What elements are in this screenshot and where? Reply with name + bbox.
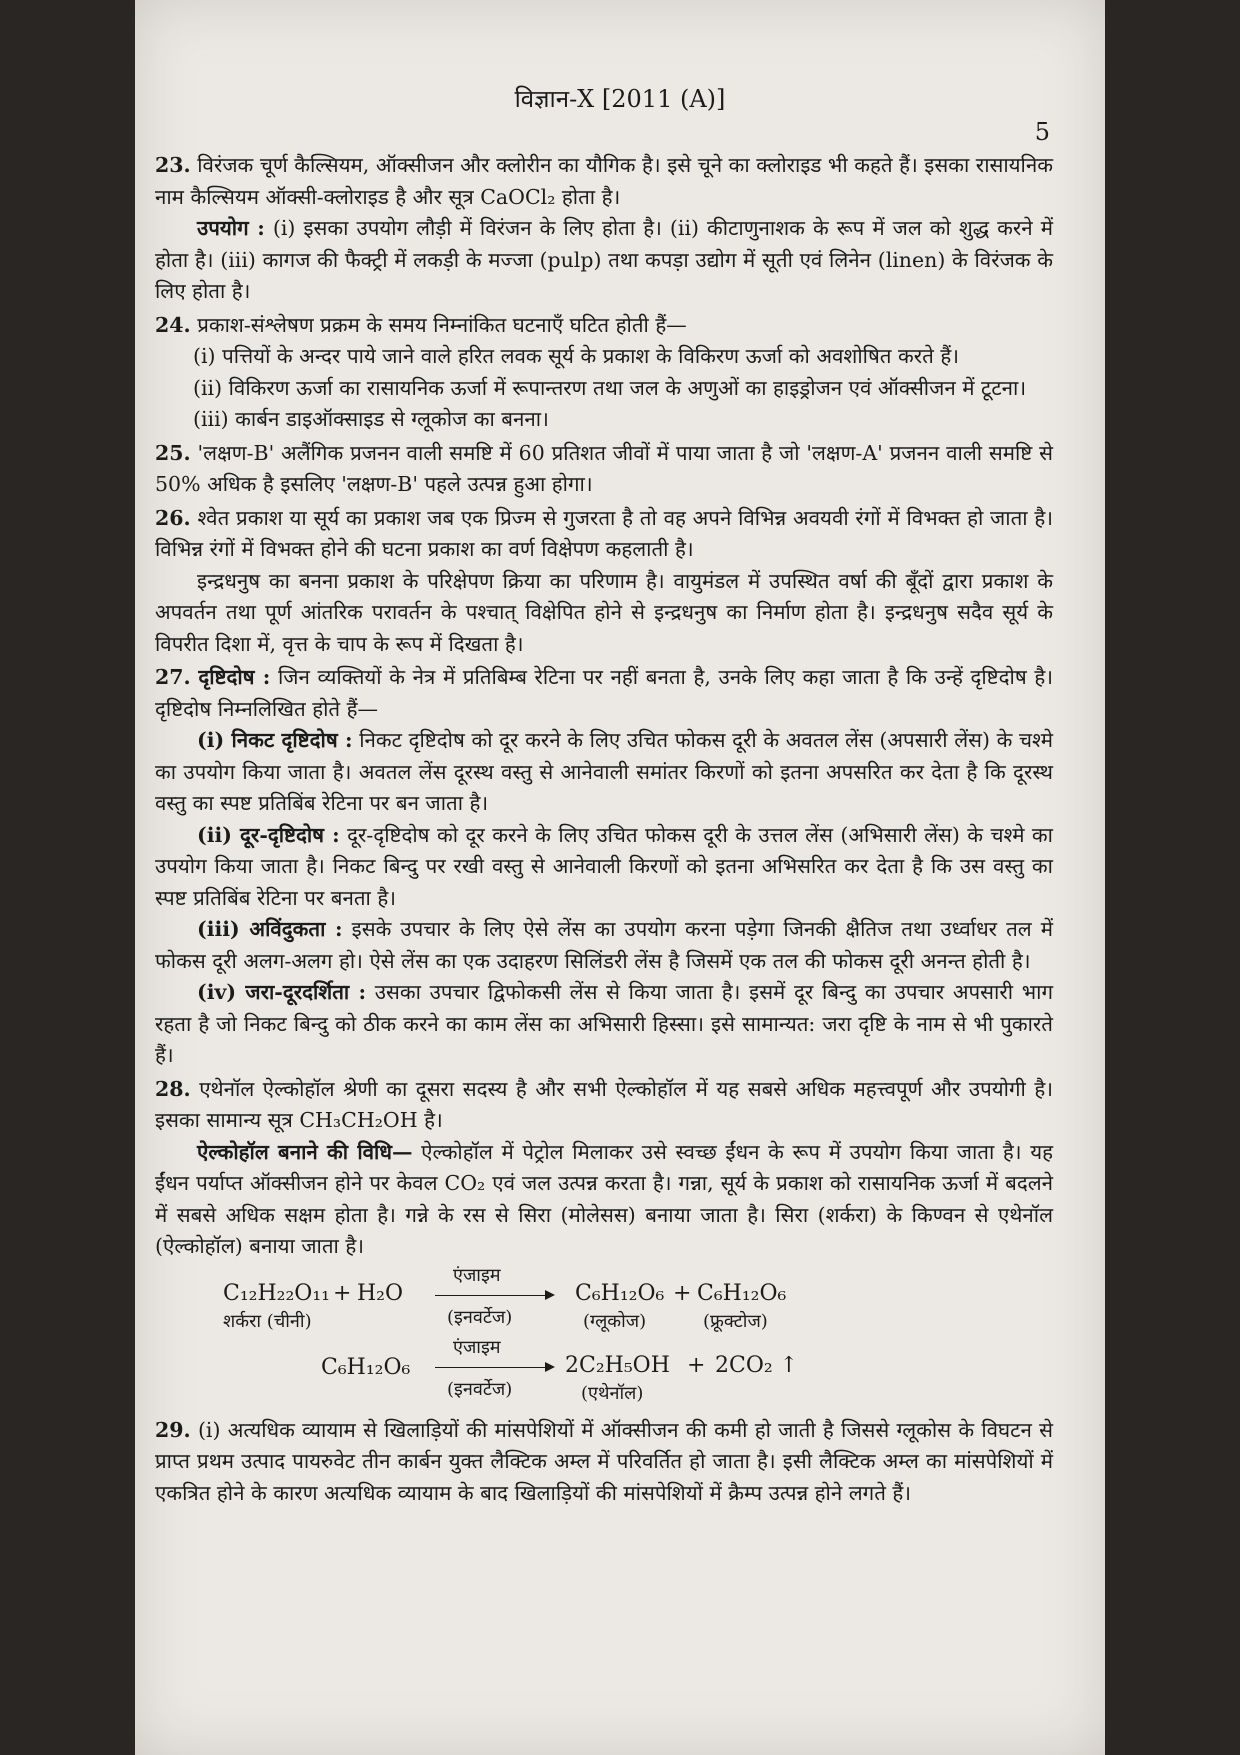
answer-26 xyxy=(135,503,1105,566)
question-number: 25. xyxy=(155,440,191,465)
answer-28-method xyxy=(135,1137,1105,1263)
answer-25 xyxy=(135,438,1105,501)
answer-text: जिन व्यक्तियों के नेत्र में प्रतिबिम्ब रेटिना पर नहीं बनता है, उनके लिए कहा जाता है कि उन्हें दृष्टिदोष है। दृष्टिदोष निम्नलिखित होते हैं— xyxy=(155,665,1053,721)
answer-27 xyxy=(135,662,1105,725)
answer-text: (i) अत्यधिक व्यायाम से खिलाड़ियों की मांसपेशियों में ऑक्सीजन की कमी हो जाती है जिससे ग्लूकोस के विघटन से प्राप्त प्रथम उत्पाद पायरुवेट तीन कार्बन युक्त लैक्टिक अम्ल में परिवर्तित हो जाता है। इसी लैक्टिक अम्ल का मांसपेशियों में एकत्रित होने के कारण अत्यधिक व्यायाम के बाद खिलाड़ियों की मांसपेशियों में क्रैम्प उत्पन्न होने लगते हैं। xyxy=(155,1417,1053,1505)
eq2-product2: 2CO₂ ↑ xyxy=(715,1352,799,1378)
item-label: (iii) अविंदुकता : xyxy=(197,917,343,941)
eq2-product1-name: (एथेनॉल) xyxy=(581,1382,644,1404)
list-item xyxy=(135,914,1105,977)
list-item xyxy=(135,977,1105,1072)
item-text: निकट दृष्टिदोष को दूर करने के लिए उचित फोकस दूरी के अवतल लेंस (अपसारी लेंस) के चश्मे का उपयोग किया जाता है। अवतल लेंस दूरस्थ वस्तु से आनेवाली समांतर किरणों को इतना अपसरित कर देता है कि दूरस्थ वस्तु का स्पष्ट प्रतिबिंब रेटिना पर बन जाता है। xyxy=(155,728,1053,815)
eq1-enzyme-name: (इनवर्टेज) xyxy=(447,1306,513,1328)
method-text: ऐल्कोहॉल में पेट्रोल मिलाकर उसे स्वच्छ ईंधन के रूप में उपयोग किया जाता है। यह ईंधन पर्याप्त ऑक्सीजन होने पर केवल CO₂ एवं जल उत्पन्न करता है। गन्ना, सूर्य के प्रकाश को रासायनिक ऊर्जा में बदलने में सबसे अधिक सक्षम होता है। गन्ने के रस से सिरा (मोलेसस) बनाया जाता है। सिरा (शर्करा) के किण्वन से एथेनॉल (ऐल्कोहॉल) बनाया जाता है। xyxy=(155,1139,1053,1258)
eq1-product2-name: (फ्रूक्टोज) xyxy=(703,1310,768,1332)
eq1-product2: C₆H₁₂O₆ xyxy=(697,1280,787,1306)
eq1-plus: + xyxy=(333,1280,352,1306)
eq2-plus: + xyxy=(687,1352,706,1378)
question-number: 26. xyxy=(155,505,191,530)
uses-text: (i) इसका उपयोग लौड़ी में विरंजन के लिए होता है। (ii) कीटाणुनाशक के रूप में जल को शुद्ध करने में होता है। (iii) कागज की फैक्ट्री में लकड़ी के मज्जा (pulp) तथा कपड़ा उद्योग में सूती एवं लिनेन (linen) के विरंजक के लिए होता है। xyxy=(155,216,1053,303)
list-item: (ii) विकिरण ऊर्जा का रासायनिक ऊर्जा में रूपान्तरण तथा जल के अणुओं का हाइड्रोजन एवं ऑक्सीजन में टूटना। xyxy=(193,375,1027,400)
answer-28 xyxy=(135,1074,1105,1137)
list-item xyxy=(135,820,1105,915)
textbook-page xyxy=(135,0,1105,1755)
answer-text: श्वेत प्रकाश या सूर्य का प्रकाश जब एक प्रिज्म से गुजरता है तो वह अपने विभिन्न अवयवी रंगों में विभक्त हो जाता है। विभिन्न रंगों में विभक्त होने की घटना प्रकाश का वर्ण विक्षेपण कहलाती है। xyxy=(155,505,1053,561)
answer-23 xyxy=(135,150,1105,213)
answer-26-rainbow: इन्द्रधनुष का बनना प्रकाश के परिक्षेपण क्रिया का परिणाम है। वायुमंडल में उपस्थित वर्षा की बूँदों द्वारा प्रकाश के अपवर्तन तथा पूर्ण आंतरिक परावर्तन के पश्चात् विक्षेपित होने से इन्द्रधनुष का निर्माण होता है। इन्द्रधनुष सदैव सूर्य के विपरीत दिशा में, वृत्त के चाप के रूप में दिखता है। xyxy=(155,568,1053,656)
list-item: (iii) कार्बन डाइऑक्साइड से ग्लूकोज का बनना। xyxy=(193,407,549,431)
page-header: विज्ञान-X [2011 (A)] xyxy=(514,85,726,113)
answer-text: विरंजक चूर्ण कैल्सियम, ऑक्सीजन और क्लोरीन का यौगिक है। इसे चूने का क्लोराइड भी कहते हैं। इसका रासायनिक नाम कैल्सियम ऑक्सी-क्लोराइड है और सूत्र CaOCl₂ होता है। xyxy=(155,153,1053,209)
eq1-enzyme: एंजाइम xyxy=(453,1264,501,1286)
page-body xyxy=(135,150,1105,1509)
answer-text: 'लक्षण-B' अलैंगिक प्रजनन वाली समष्टि में 60 प्रतिशत जीवों में पाया जाता है जो 'लक्षण-A' प्रजनन वाली समष्टि से 50% अधिक है इसलिए 'लक्षण-B' पहले उत्पन्न हुआ होगा। xyxy=(155,440,1053,496)
eq2-enzyme-name: (इनवर्टेज) xyxy=(447,1378,513,1400)
answer-text: प्रकाश-संश्लेषण प्रक्रम के समय निम्नांकित घटनाएँ घटित होती हैं— xyxy=(197,312,687,337)
question-number: 28. xyxy=(155,1076,191,1101)
question-number: 29. xyxy=(155,1417,191,1442)
item-text: इसके उपचार के लिए ऐसे लेंस का उपयोग करना पड़ेगा जिनकी क्षैतिज तथा उर्ध्वाधर तल में फोकस दूरी अलग-अलग हो। ऐसे लेंस का एक उदाहरण सिलिंडरी लेंस है जिसमें एक तल की फोकस दूरी अनन्त होती है। xyxy=(155,917,1053,973)
answer-text: एथेनॉल ऐल्कोहॉल श्रेणी का दूसरा सदस्य है और सभी ऐल्कोहॉल में यह सबसे अधिक महत्त्वपूर्ण और उपयोगी है। इसका सामान्य सूत्र CH₃CH₂OH है। xyxy=(155,1076,1053,1132)
eq2-reactant: C₆H₁₂O₆ xyxy=(321,1354,411,1380)
eq2-enzyme: एंजाइम xyxy=(453,1336,501,1358)
eq1-plus2: + xyxy=(673,1280,692,1306)
question-number: 24. xyxy=(155,312,191,337)
eq1-product1-name: (ग्लूकोज) xyxy=(583,1310,647,1332)
eq1-reactant1-name: शर्करा (चीनी) xyxy=(223,1310,312,1332)
answer-24 xyxy=(135,310,1105,342)
question-number: 27. xyxy=(155,665,191,689)
eq1-product1: C₆H₁₂O₆ xyxy=(575,1280,665,1306)
topic-label: दृष्टिदोष : xyxy=(198,665,271,689)
answer-23-uses xyxy=(135,213,1105,308)
item-text: उसका उपचार द्विफोकसी लेंस से किया जाता है। इसमें दूर बिन्दु का उपचार अपसारी भाग रहता है जो निकट बिन्दु को ठीक करने का काम लेंस का अभिसारी हिस्सा। इसे सामान्यत: जरा दृष्टि के नाम से भी पुकारते हैं। xyxy=(155,980,1053,1067)
item-label: (iv) जरा-दूरदर्शिता : xyxy=(197,980,367,1004)
item-label: (ii) दूर-दृष्टिदोष : xyxy=(197,822,340,847)
question-number: 23. xyxy=(155,153,191,177)
eq2-product1: 2C₂H₅OH xyxy=(565,1352,670,1378)
eq1-reactant2: H₂O xyxy=(357,1280,404,1306)
item-label: (i) निकट दृष्टिदोष : xyxy=(197,728,353,752)
list-item xyxy=(135,725,1105,820)
answer-29 xyxy=(135,1415,1105,1510)
uses-label: उपयोग : xyxy=(197,216,265,240)
page-number: 5 xyxy=(1034,118,1050,146)
chemical-equations xyxy=(135,1263,1105,1413)
method-label: ऐल्कोहॉल बनाने की विधि— xyxy=(197,1139,413,1164)
list-item: (i) पत्तियों के अन्दर पाये जाने वाले हरित लवक सूर्य के प्रकाश के विकिरण ऊर्जा को अवशोषित करते हैं। xyxy=(193,344,959,368)
eq2-arrow xyxy=(435,1367,553,1368)
item-text: दूर-दृष्टिदोष को दूर करने के लिए उचित फोकस दूरी के उत्तल लेंस (अभिसारी लेंस) के चश्मे का उपयोग किया जाता है। निकट बिन्दु पर रखी वस्तु से आनेवाली किरणों को इतना अभिसरित कर देता है कि उस वस्तु का स्पष्ट प्रतिबिंब रेटिना पर बनता है। xyxy=(155,822,1053,910)
eq1-arrow xyxy=(435,1295,553,1296)
eq1-reactant1: C₁₂H₂₂O₁₁ xyxy=(223,1280,330,1306)
